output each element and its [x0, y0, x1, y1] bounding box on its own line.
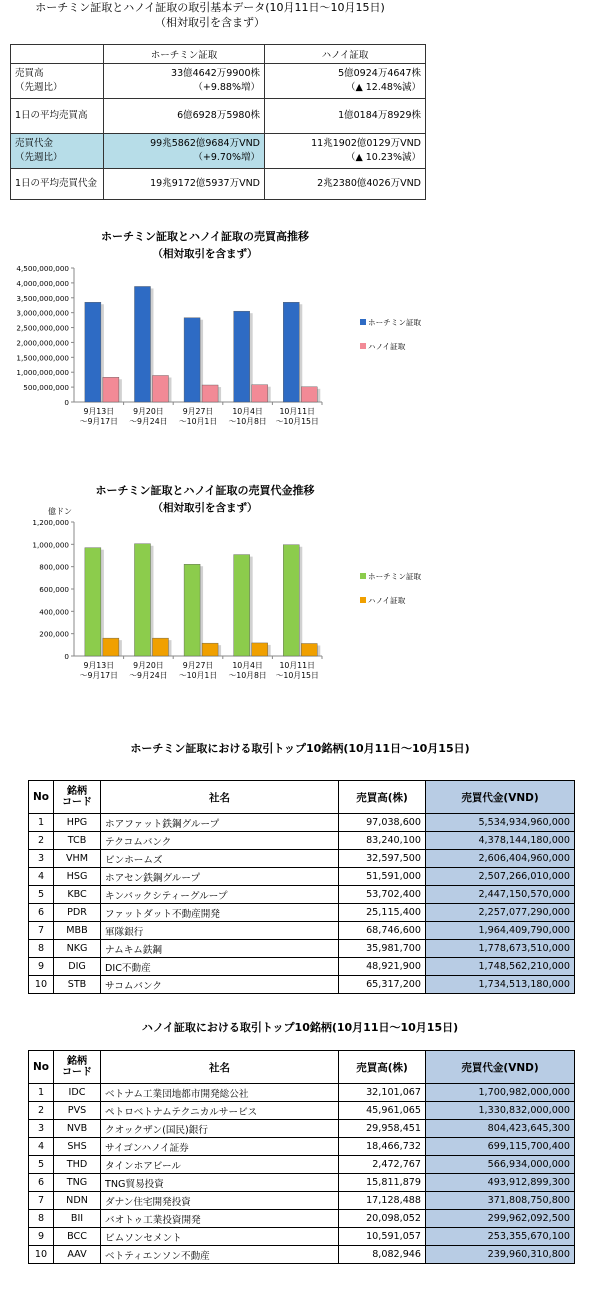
rank-no-cell: 10: [29, 976, 54, 994]
hn-table-row: [29, 1120, 575, 1138]
stock-code-cell: PVS: [54, 1102, 101, 1120]
summary-hn-value: [265, 134, 426, 169]
summary-row: [11, 134, 426, 169]
hcm-table-row: [29, 940, 575, 958]
company-name-cell: ビムソンセメント: [101, 1228, 339, 1246]
hn-table-row: [29, 1192, 575, 1210]
summary-hcm-value-line1: 6億6928万5980株: [177, 110, 260, 121]
hcm-table-row: [29, 814, 575, 832]
x-tick-label: 9月20日: [133, 407, 164, 416]
trading-volume-cell: 29,958,451: [339, 1120, 426, 1138]
hcm-top10-title: ホーチミン証取における取引トップ10銘柄(10月11日～10月15日): [130, 742, 470, 755]
legend-label: ホーチミン証取: [368, 318, 422, 327]
summary-hn-value: [265, 64, 426, 99]
col-no-header: No: [29, 1051, 54, 1084]
hn-table-row: [29, 1138, 575, 1156]
rank-no-cell: 7: [29, 922, 54, 940]
hcm-table-row: [29, 850, 575, 868]
chart-subtitle: （相対取引を含まず）: [152, 248, 258, 260]
x-tick-label: ～10月15日: [275, 417, 319, 426]
stock-code-cell: HPG: [54, 814, 101, 832]
company-name-cell: キンバックシティーグループ: [101, 886, 339, 904]
legend-label: ハノイ証取: [368, 596, 406, 605]
stock-code-cell: BII: [54, 1210, 101, 1228]
col-code-header: [54, 1051, 101, 1084]
trading-value-cell: 1,734,513,180,000: [426, 976, 575, 994]
page-title-line1: ホーチミン証取とハノイ証取の取引基本データ(10月11日～10月15日): [35, 1, 385, 14]
rank-no-cell: 1: [29, 814, 54, 832]
summary-hn-value-line1: 2兆2380億4026万VND: [317, 178, 421, 189]
bar-hn: [103, 377, 119, 402]
summary-row-label-line1: 1日の平均売買高: [15, 110, 88, 121]
hn-top10-header-row: [29, 1051, 575, 1084]
x-tick-label: 9月13日: [83, 407, 115, 416]
stock-code-cell: IDC: [54, 1084, 101, 1102]
hn-table-row: [29, 1102, 575, 1120]
stock-code-cell: STB: [54, 976, 101, 994]
bar-hcm: [134, 286, 150, 402]
summary-hn-value-line1: 5億0924万4647株: [338, 68, 421, 79]
rank-no-cell: 5: [29, 1156, 54, 1174]
x-tick-label: ～10月15日: [275, 671, 319, 680]
summary-body: [11, 64, 426, 200]
x-tick-label: 9月27日: [182, 407, 214, 416]
hcm-table-row: [29, 868, 575, 886]
trading-value-cell: 4,378,144,180,000: [426, 832, 575, 850]
trading-volume-cell: 25,115,400: [339, 904, 426, 922]
summary-hn-value-line2: （▲ 12.48%減）: [345, 82, 421, 93]
y-tick-label: 0: [64, 652, 69, 661]
bar-hcm: [85, 548, 101, 656]
x-tick-label: ～10月8日: [228, 417, 267, 426]
trading-volume-cell: 32,597,500: [339, 850, 426, 868]
hn-table-row: [29, 1084, 575, 1102]
hcm-top10-body: [29, 814, 575, 994]
rank-no-cell: 4: [29, 1138, 54, 1156]
bar-hn: [301, 643, 317, 656]
legend-swatch: [360, 597, 366, 603]
chart-title: ホーチミン証取とハノイ証取の売買代金推移: [95, 484, 315, 497]
stock-code-cell: PDR: [54, 904, 101, 922]
company-name-cell: ナムキム鉄鋼: [101, 940, 339, 958]
company-name-cell: DIC不動産: [101, 958, 339, 976]
trading-value-cell: 1,964,409,790,000: [426, 922, 575, 940]
bar-hcm: [234, 311, 250, 402]
value-chart: [0, 478, 600, 688]
hcm-top10-header-row: [29, 781, 575, 814]
company-name-cell: タインホアビール: [101, 1156, 339, 1174]
summary-hn-value: [265, 169, 426, 200]
company-name-cell: ベトティエンソン不動産: [101, 1246, 339, 1264]
summary-header-row: [11, 45, 426, 64]
chart-subtitle: （相対取引を含まず）: [152, 502, 258, 514]
summary-hcm-value-line1: 33億4642万9900株: [171, 68, 260, 79]
hn-top10-title: ハノイ証取における取引トップ10銘柄(10月11日～10月15日): [141, 1021, 459, 1034]
col-value-header: 売買代金(VND): [426, 1051, 575, 1084]
bar-hcm: [184, 318, 200, 402]
y-tick-label: 3,500,000,000: [16, 293, 69, 303]
rank-no-cell: 4: [29, 868, 54, 886]
stock-code-cell: NVB: [54, 1120, 101, 1138]
summary-hn-value-line1: 1億0184万8929株: [338, 110, 421, 121]
summary-row-label-line1: 売買高: [15, 68, 44, 79]
bar-hn: [152, 638, 168, 656]
trading-volume-cell: 68,746,600: [339, 922, 426, 940]
company-name-cell: 軍隊銀行: [101, 922, 339, 940]
summary-row-label: [11, 99, 104, 134]
company-name-cell: ダナン住宅開発投資: [101, 1192, 339, 1210]
trading-value-cell: 1,330,832,000,000: [426, 1102, 575, 1120]
rank-no-cell: 8: [29, 1210, 54, 1228]
trading-value-cell: 804,423,645,300: [426, 1120, 575, 1138]
trading-value-cell: 2,507,266,010,000: [426, 868, 575, 886]
chart-unit-label: 億ドン: [48, 507, 72, 516]
page-title-line2: （相対取引を含まず）: [155, 16, 265, 29]
summary-hcm-value: [104, 64, 265, 99]
trading-volume-cell: 35,981,700: [339, 940, 426, 958]
y-tick-label: 200,000: [39, 629, 69, 639]
y-tick-label: 4,500,000,000: [16, 264, 69, 273]
y-tick-label: 2,000,000,000: [16, 338, 69, 348]
bar-hn: [202, 643, 218, 656]
stock-code-cell: THD: [54, 1156, 101, 1174]
summary-row: [11, 64, 426, 99]
stock-code-cell: KBC: [54, 886, 101, 904]
rank-no-cell: 3: [29, 1120, 54, 1138]
y-tick-label: 600,000: [39, 585, 69, 594]
page-title: [10, 0, 410, 30]
x-tick-label: 10月11日: [279, 407, 315, 416]
summary-row-label: [11, 134, 104, 169]
rank-no-cell: 7: [29, 1192, 54, 1210]
rank-no-cell: 6: [29, 904, 54, 922]
trading-value-cell: 493,912,899,300: [426, 1174, 575, 1192]
summary-hcm-value-line2: （+9.70%増）: [193, 152, 260, 163]
rank-no-cell: 3: [29, 850, 54, 868]
trading-volume-cell: 10,591,057: [339, 1228, 426, 1246]
legend-swatch: [360, 573, 366, 579]
hcm-table-row: [29, 922, 575, 940]
x-tick-label: ～9月17日: [79, 671, 118, 680]
x-tick-label: ～10月1日: [178, 417, 218, 426]
summary-row: [11, 99, 426, 134]
rank-no-cell: 8: [29, 940, 54, 958]
bar-hn: [152, 375, 168, 402]
company-name-cell: TNG貿易投資: [101, 1174, 339, 1192]
summary-hn-value-line2: （▲ 10.23%減）: [345, 152, 421, 163]
chart-title: ホーチミン証取とハノイ証取の売買高推移: [100, 230, 310, 243]
company-name-cell: ビンホームズ: [101, 850, 339, 868]
stock-code-cell: NKG: [54, 940, 101, 958]
bar-hcm: [184, 564, 200, 656]
summary-header-hcm: ホーチミン証取: [104, 45, 265, 64]
summary-hcm-value: [104, 99, 265, 134]
trading-value-cell: 5,534,934,960,000: [426, 814, 575, 832]
stock-code-cell: NDN: [54, 1192, 101, 1210]
stock-code-cell: HSG: [54, 868, 101, 886]
summary-hn-value-line1: 11兆1902億0129万VND: [311, 138, 421, 149]
bar-hn: [252, 643, 268, 656]
legend-swatch: [360, 343, 366, 349]
col-code-header-line1: 銘柄: [67, 1056, 88, 1067]
hn-table-row: [29, 1228, 575, 1246]
hn-table-row: [29, 1246, 575, 1264]
rank-no-cell: 10: [29, 1246, 54, 1264]
trading-volume-cell: 53,702,400: [339, 886, 426, 904]
hcm-table-row: [29, 886, 575, 904]
company-name-cell: ベトナム工業団地都市開発総公社: [101, 1084, 339, 1102]
summary-hcm-value-line2: （+9.88%増）: [193, 82, 260, 93]
bar-hcm: [283, 545, 299, 656]
stock-code-cell: BCC: [54, 1228, 101, 1246]
x-tick-label: 9月27日: [182, 661, 214, 670]
x-tick-label: 10月4日: [232, 661, 263, 670]
x-tick-label: 9月20日: [133, 661, 164, 670]
summary-hn-value: [265, 99, 426, 134]
legend-swatch: [360, 319, 366, 325]
bar-hcm: [134, 544, 150, 656]
trading-volume-cell: 8,082,946: [339, 1246, 426, 1264]
col-no-header: No: [29, 781, 54, 814]
legend-label: ハノイ証取: [368, 342, 406, 351]
rank-no-cell: 9: [29, 958, 54, 976]
company-name-cell: テクコムバンク: [101, 832, 339, 850]
hn-table-row: [29, 1210, 575, 1228]
y-tick-label: 4,000,000,000: [16, 278, 69, 288]
trading-value-cell: 1,748,562,210,000: [426, 958, 575, 976]
summary-row-label-line2: （先週比）: [15, 152, 63, 163]
y-tick-label: 3,000,000,000: [16, 308, 69, 318]
summary-table: [10, 44, 426, 200]
y-tick-label: 1,000,000: [32, 540, 69, 550]
trading-value-cell: 371,808,750,800: [426, 1192, 575, 1210]
company-name-cell: サイゴンハノイ証券: [101, 1138, 339, 1156]
hcm-table-row: [29, 832, 575, 850]
rank-no-cell: 2: [29, 1102, 54, 1120]
col-value-header: 売買代金(VND): [426, 781, 575, 814]
trading-value-cell: 1,700,982,000,000: [426, 1084, 575, 1102]
bar-hcm: [85, 302, 101, 402]
col-volume-header: 売買高(株): [339, 1051, 426, 1084]
trading-volume-cell: 2,472,767: [339, 1156, 426, 1174]
rank-no-cell: 1: [29, 1084, 54, 1102]
trading-volume-cell: 18,466,732: [339, 1138, 426, 1156]
trading-volume-cell: 48,921,900: [339, 958, 426, 976]
stock-code-cell: MBB: [54, 922, 101, 940]
bar-hcm: [234, 555, 250, 656]
trading-volume-cell: 83,240,100: [339, 832, 426, 850]
col-volume-header: 売買高(株): [339, 781, 426, 814]
bar-hn: [252, 385, 268, 402]
summary-row-label-line2: （先週比）: [15, 82, 63, 93]
trading-value-cell: 2,447,150,570,000: [426, 886, 575, 904]
col-code-header-line2: コード: [62, 1067, 93, 1078]
x-tick-label: 9月13日: [83, 661, 115, 670]
hcm-table-row: [29, 904, 575, 922]
company-name-cell: サコムバンク: [101, 976, 339, 994]
col-name-header: 社名: [101, 1051, 339, 1084]
hn-table-row: [29, 1174, 575, 1192]
trading-value-cell: 699,115,700,400: [426, 1138, 575, 1156]
x-tick-label: ～9月17日: [79, 417, 118, 426]
hn-top10-table: [28, 1050, 575, 1264]
y-tick-label: 1,000,000,000: [16, 368, 69, 378]
x-tick-label: ～9月24日: [129, 671, 168, 680]
company-name-cell: ホアファット鉄鋼グループ: [101, 814, 339, 832]
summary-row-label-line1: 1日の平均売買代金: [15, 178, 98, 189]
trading-volume-cell: 65,317,200: [339, 976, 426, 994]
summary-hcm-value: [104, 169, 265, 200]
hcm-top10-table: [28, 780, 575, 994]
rank-no-cell: 2: [29, 832, 54, 850]
hcm-table-row: [29, 976, 575, 994]
summary-header-hn: ハノイ証取: [265, 45, 426, 64]
bar-hn: [301, 387, 317, 402]
stock-code-cell: TNG: [54, 1174, 101, 1192]
x-tick-label: ～9月24日: [129, 417, 168, 426]
legend-label: ホーチミン証取: [368, 572, 422, 581]
trading-volume-cell: 45,961,065: [339, 1102, 426, 1120]
col-code-header: [54, 781, 101, 814]
company-name-cell: クオックザン(国民)銀行: [101, 1120, 339, 1138]
trading-volume-cell: 20,098,052: [339, 1210, 426, 1228]
col-name-header: 社名: [101, 781, 339, 814]
trading-volume-cell: 32,101,067: [339, 1084, 426, 1102]
company-name-cell: バオトゥ工業投資開発: [101, 1210, 339, 1228]
trading-value-cell: 2,606,404,960,000: [426, 850, 575, 868]
y-tick-label: 400,000: [39, 607, 69, 617]
col-code-header-line1: 銘柄: [67, 786, 88, 797]
summary-row-label: [11, 64, 104, 99]
trading-value-cell: 239,960,310,800: [426, 1246, 575, 1264]
bar-hn: [202, 385, 218, 402]
hn-top10-body: [29, 1084, 575, 1264]
x-tick-label: ～10月8日: [228, 671, 267, 680]
x-tick-label: 10月11日: [279, 661, 315, 670]
summary-row: [11, 169, 426, 200]
summary-row-label-line1: 売買代金: [15, 138, 54, 149]
trading-value-cell: 253,355,670,100: [426, 1228, 575, 1246]
bar-hn: [103, 638, 119, 656]
trading-value-cell: 566,934,000,000: [426, 1156, 575, 1174]
trading-volume-cell: 51,591,000: [339, 868, 426, 886]
summary-hcm-value-line1: 99兆5862億9684万VND: [150, 138, 260, 149]
hcm-table-row: [29, 958, 575, 976]
trading-value-cell: 1,778,673,510,000: [426, 940, 575, 958]
y-tick-label: 0: [64, 398, 69, 407]
trading-volume-cell: 17,128,488: [339, 1192, 426, 1210]
stock-code-cell: DIG: [54, 958, 101, 976]
rank-no-cell: 9: [29, 1228, 54, 1246]
bar-hcm: [283, 302, 299, 402]
trading-value-cell: 299,962,092,500: [426, 1210, 575, 1228]
rank-no-cell: 6: [29, 1174, 54, 1192]
y-tick-label: 500,000,000: [23, 383, 69, 393]
company-name-cell: ファットダット不動産開発: [101, 904, 339, 922]
y-tick-label: 1,500,000,000: [16, 353, 69, 363]
summary-corner-cell: [11, 45, 104, 64]
company-name-cell: ホアセン鉄鋼グループ: [101, 868, 339, 886]
volume-chart: [0, 224, 600, 434]
col-code-header-line2: コード: [62, 797, 93, 808]
y-tick-label: 800,000: [39, 562, 69, 572]
y-tick-label: 1,200,000: [32, 518, 69, 527]
summary-row-label: [11, 169, 104, 200]
stock-code-cell: VHM: [54, 850, 101, 868]
stock-code-cell: SHS: [54, 1138, 101, 1156]
summary-hcm-value-line1: 19兆9172億5937万VND: [150, 178, 260, 189]
summary-hcm-value: [104, 134, 265, 169]
company-name-cell: ペトロベトナムテクニカルサービス: [101, 1102, 339, 1120]
trading-volume-cell: 97,038,600: [339, 814, 426, 832]
x-tick-label: 10月4日: [232, 407, 263, 416]
trading-volume-cell: 15,811,879: [339, 1174, 426, 1192]
stock-code-cell: TCB: [54, 832, 101, 850]
x-tick-label: ～10月1日: [178, 671, 218, 680]
y-tick-label: 2,500,000,000: [16, 323, 69, 333]
trading-value-cell: 2,257,077,290,000: [426, 904, 575, 922]
stock-code-cell: AAV: [54, 1246, 101, 1264]
hn-table-row: [29, 1156, 575, 1174]
rank-no-cell: 5: [29, 886, 54, 904]
